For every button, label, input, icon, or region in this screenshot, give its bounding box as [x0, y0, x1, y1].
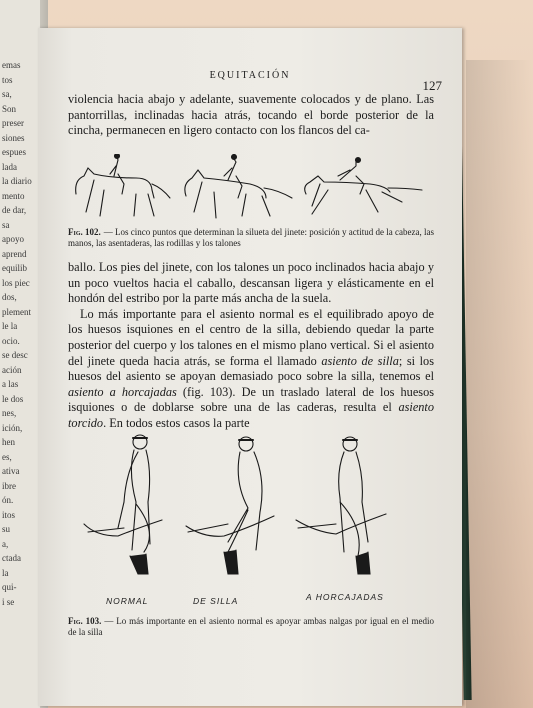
figure-102-riders	[66, 154, 438, 228]
left-page-fragment: su	[2, 524, 11, 534]
left-page-fragment: es,	[2, 451, 12, 462]
running-head: EQUITACIÓN	[209, 70, 291, 81]
left-page-fragment: ición,	[2, 422, 23, 433]
left-page-fragment: le la	[2, 321, 18, 331]
left-page-fragment: ibre	[2, 480, 16, 491]
figure-103-label: Fig. 103.	[68, 616, 102, 626]
paragraph-2: ballo. Los pies del jinete, con los talones un poco inclinados hacia abajo y un poco vueltos hacia el caballo, descansan ligera y elásticamente en el hondón del estribo por la parte más ancha de la suela.	[68, 260, 434, 306]
left-page-fragment: ativa	[2, 466, 20, 476]
page-shadow	[466, 60, 533, 708]
figure-103-caption-text: — Lo más importante en el asiento normal es apoyar ambas nalgas por igual en el medio de la silla	[68, 616, 434, 637]
left-page-fragment: de dar,	[2, 205, 27, 215]
left-page-fragment: qui-	[2, 582, 17, 592]
left-page-fragment: hen	[2, 437, 15, 447]
paragraph-3-part4: . En todos estos casos la parte	[103, 415, 250, 430]
left-page-fragment: aprend	[2, 248, 27, 259]
figure-103-caption	[68, 616, 434, 638]
term-asiento-a-horcajadas: asiento a horcajadas	[68, 384, 177, 399]
figure-103-label-normal: NORMAL	[106, 596, 149, 606]
left-page-fragment: ctada	[2, 553, 21, 563]
paragraph-top	[68, 92, 434, 139]
left-page-fragment: ón.	[2, 495, 14, 505]
left-page-fragment: preser	[2, 118, 24, 128]
paragraph-top-text: violencia hacia abajo y adelante, suavemente colocados y de plano. Las pantorrillas, inclinadas hacia atrás, tocando el borde posterior de la cincha, permanecen en ligero contacto con los flancos del ca-	[68, 92, 434, 138]
left-page-fragment: espues	[2, 147, 26, 157]
left-page-fragment: plement	[2, 306, 31, 317]
left-page-fragment: dos,	[2, 292, 17, 302]
left-page-fragment: siones	[2, 132, 25, 143]
left-page-fragment: lada	[2, 161, 17, 172]
paragraph-3-part2: ; si los huesos del asiento se apoyan demasiado poco sobre la silla, tenemos el	[68, 353, 434, 384]
left-page-fragment: la diario	[2, 176, 32, 186]
figure-103-seats	[78, 432, 438, 582]
left-page-fragment: a,	[2, 538, 9, 549]
book-page	[38, 28, 462, 706]
left-page-fragment: los piec	[2, 277, 30, 288]
paragraph-3	[68, 307, 434, 432]
left-page-fragment: le dos	[2, 393, 24, 404]
left-page-fragment: sa	[2, 219, 10, 230]
figure-102-label: Fig. 102.	[68, 227, 101, 237]
left-page-fragment: nes,	[2, 408, 17, 418]
figure-103-label-de-silla: DE SILLA	[193, 596, 239, 606]
figure-103-label-horcajadas: A HORCAJADAS	[306, 592, 384, 602]
page-number: 127	[422, 78, 442, 93]
left-page-edge	[0, 0, 40, 708]
paragraph-3-part3: (fig. 103). De un traslado lateral de los huesos isquiones o de doblarse sobre una de las caderas, resulta el	[68, 384, 435, 415]
left-page-fragment: la	[2, 567, 9, 578]
left-page-fragment: a las	[2, 379, 19, 389]
left-page-fragment: se desc	[2, 350, 28, 360]
left-page-fragment: mento	[2, 190, 25, 201]
left-page-fragment: equilib	[2, 263, 27, 273]
term-asiento-torcido: asiento torcido	[68, 400, 434, 430]
figure-102-caption	[68, 227, 434, 249]
left-page-fragment: ación	[2, 364, 22, 375]
paragraph-3-part1: Lo más importante para el asiento normal es el equilibrado apoyo de los huesos isquiones en el centro de la silla, debiendo quedar la parte posterior del cuerpo y los talones en el mismo plano vertical. Si el asiento del jinete queda hacia atrás, se forma el llamado	[68, 306, 434, 368]
left-page-fragment: sa,	[2, 89, 12, 99]
term-asiento-de-silla: asiento de silla	[321, 353, 399, 368]
left-page-fragment: tos	[2, 74, 13, 85]
left-page-fragment: itos	[2, 509, 16, 520]
figure-102-caption-text: — Los cinco puntos que determinan la silueta del jinete: posición y actitud de la cabeza, las manos, las asentaderas, las rodillas y los talones	[68, 227, 434, 248]
left-page-fragment: i se	[2, 596, 15, 607]
left-page-fragment: emas	[2, 60, 21, 70]
left-page-fragment: apoyo	[2, 234, 24, 244]
body-text	[68, 260, 434, 432]
left-page-fragment: Son	[2, 103, 17, 114]
left-page-fragment: ocio.	[2, 335, 20, 346]
